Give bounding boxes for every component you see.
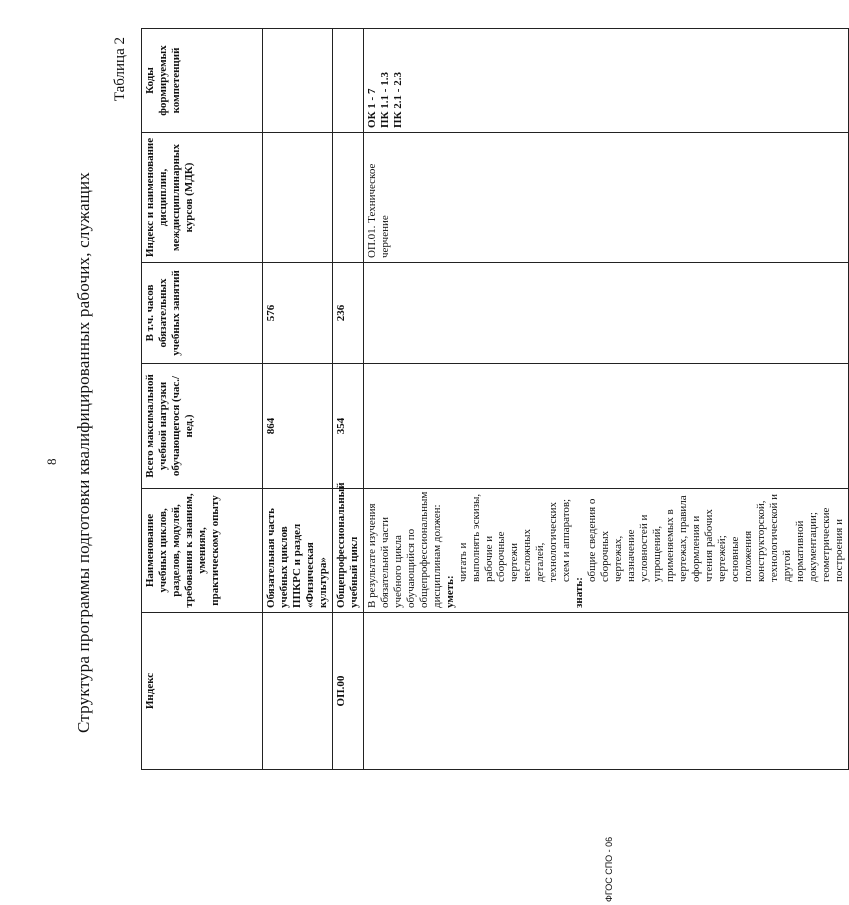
row2-name: Общепрофессиональный учебный цикл xyxy=(332,488,363,612)
header-row xyxy=(142,28,263,769)
row2-index: ОП.00 xyxy=(332,612,363,769)
row3-requirements xyxy=(363,488,848,612)
row1-index xyxy=(263,612,333,769)
table-label: Таблица 2 xyxy=(112,37,128,102)
header-discipline: Индекс и наименование дисциплин, междисциплинарных курсов (МДК) xyxy=(142,132,263,262)
footer-code: ФГОС СПО - 06 xyxy=(604,836,614,902)
header-max-load: Всего максимальной учебной нагрузки обучающегося (час./нед.) xyxy=(142,363,263,488)
row2-required: 236 xyxy=(332,262,363,363)
row3-znat-text2: основные положения конструкторской, технологической и другой нормативной документации; xyxy=(728,493,819,582)
row3-umet-text: читать и выполнять эскизы, рабочие и сборочные чертежи несложных деталей, технологических схем и аппаратов; xyxy=(456,493,573,582)
row2-discipline xyxy=(332,132,363,262)
row2-codes xyxy=(332,28,363,132)
table-row xyxy=(332,28,363,769)
header-required: В т.ч. часов обязательных учебных занятий xyxy=(142,262,263,363)
row3-max-load xyxy=(363,363,848,488)
page-number: 8 xyxy=(44,458,59,465)
row3-znat-label: знать: xyxy=(573,577,586,608)
row3-discipline: ОП.01. Техническое черчение xyxy=(363,132,848,262)
row3-znat-text1: общие сведения о сборочных чертежах, назначение условностей и упрощений, применяемых в чертежах, правила оформления и чтения рабочих чертежей; xyxy=(586,495,728,582)
row3-required xyxy=(363,262,848,363)
row3-umet-label: уметь: xyxy=(443,575,456,608)
table-row xyxy=(363,28,848,769)
page-title: Структура программы подготовки квалифицированных рабочих, служащих xyxy=(74,171,93,734)
header-name: Наименование учебных циклов, разделов, модулей, требования к знаниям, умениям, практическому опыту xyxy=(142,488,263,612)
row1-max-load: 864 xyxy=(263,363,333,488)
row1-name: Обязательная часть учебных циклов ППКРС и раздел «Физическая культура» xyxy=(263,488,333,612)
competence-code: ОК 1 - 7 xyxy=(365,88,378,128)
competence-code: ПК 2.1 - 2.3 xyxy=(391,72,404,128)
row1-required: 576 xyxy=(263,262,333,363)
header-index: Индекс xyxy=(142,612,263,769)
competence-code: ПК 1.1 - 1.3 xyxy=(378,72,391,128)
row3-znat-text3: геометрические построения и xyxy=(819,507,845,582)
row3-intro: В результате изучения обязательной части учебного цикла обучающийся по общепрофессиональным дисциплинам должен: xyxy=(365,491,443,608)
table-row xyxy=(263,28,333,769)
row3-codes xyxy=(363,28,848,132)
row3-index xyxy=(363,612,848,769)
row1-codes xyxy=(263,28,333,132)
header-codes: Коды формируемых компетенций xyxy=(142,28,263,132)
structure-table xyxy=(141,28,849,770)
row1-discipline xyxy=(263,132,333,262)
row2-max-load: 354 xyxy=(332,363,363,488)
